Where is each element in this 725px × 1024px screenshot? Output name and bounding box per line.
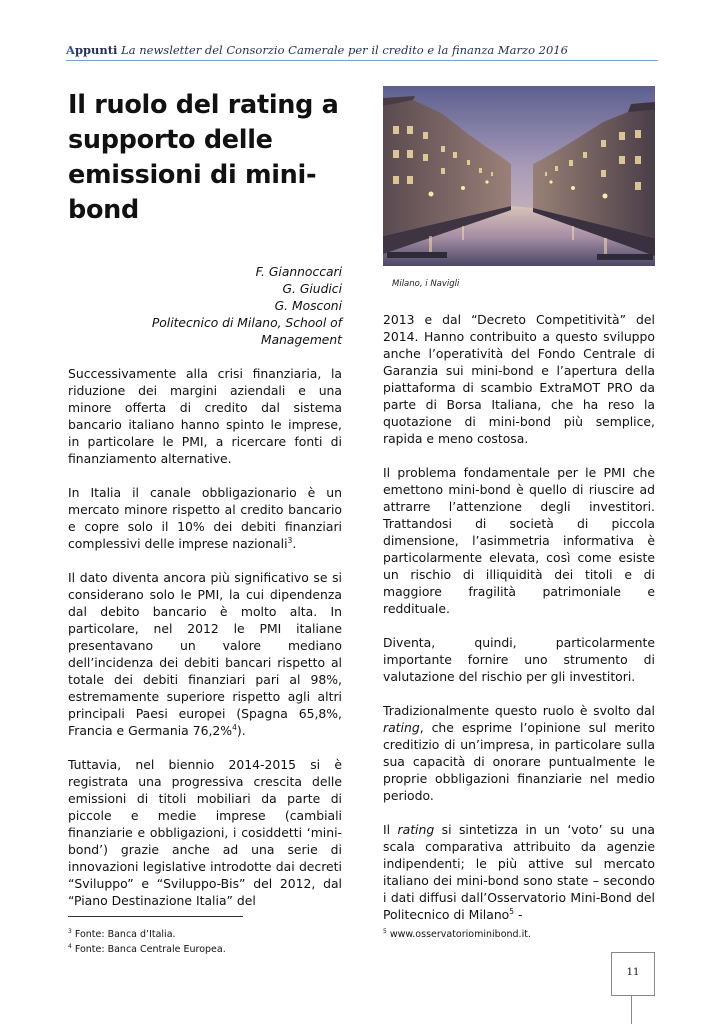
header-text	[66, 43, 658, 57]
footnote-ref-5: 5	[509, 906, 515, 916]
author-affiliation: Politecnico di Milano, School of Management	[151, 316, 342, 347]
author-3: G. Mosconi	[274, 299, 342, 313]
left-paragraph-2: In Italia il canale obbligazionario è un mercato minore rispetto al credito bancario e copre solo il 10% dei debiti finanziari complessivi delle imprese nazionali$^3$.	[68, 485, 342, 551]
page-number-box	[611, 952, 655, 996]
left-paragraph-4: Tuttavia, nel biennio 2014-2015 si è registrata una progressiva crescita delle emissioni di titoli mobiliari da parte di piccole e medie imprese (cambiali finanziarie e obbligazioni, i cosiddetti ‘mini-bond’) grazie anche ad una serie di innovazioni legislative introdotte dai decreti “Sviluppo” e “Sviluppo-Bis” del 2012, dal “Piano Destinazione Italia” del	[68, 757, 342, 908]
left-paragraph-1: Successivamente alla crisi finanziaria, la riduzione dei margini aziendali e una minore offerta di credito dal sistema bancario italiano hanno spinto le imprese, in particolare le PMI, a ricercare fonti di finanziamento alternative.	[68, 366, 342, 466]
right-paragraph-5: Il rating si sintetizza in un ‘voto’ su una scala comparativa attribuito da agenzie indipendenti; le più attive sul mercato italiano dei mini-bond sono state – secondo i dati diffusi dall’Osservatorio Mini-Bond del Politecnico di Milano$^5$ -	[383, 822, 655, 922]
footnote-ref-4: 4	[232, 722, 237, 732]
left-paragraph-3: Il dato diventa ancora più significativo se si considerano solo le PMI, la cui dipendenza dal debito bancario è molto alta. In particolare, nel 2012 le PMI italiane presentavano un valore mediano dell’incidenza dei debiti bancari rispetto al totale dei debiti finanziari pari al 98%, estremamente superiore rispetto agli altri principali Paesi europei (Spagna 65,8%, Francia e Germania 76,2%$^4$).	[68, 570, 342, 738]
footnote-5: $^5$ www.osservatoriominibond.it.	[383, 928, 531, 941]
authors-block	[68, 264, 342, 349]
right-paragraph-1: 2013 e dal “Decreto Competitività” del 2014. Hanno contribuito a questo sviluppo anche l’operatività del Fondo Centrale di Garanzia sui mini-bond e l’apertura della piattaforma di scambio ExtraMOT PRO da parte di Borsa Italiana, che ha reso la quotazione di mini-bond più semplice, rapida e meno costosa.	[383, 312, 655, 446]
author-2: G. Giudici	[282, 282, 342, 296]
right-paragraph-4: Tradizionalmente questo ruolo è svolto dal rating, che esprime l’opinione sul merito creditizio di un’impresa, in particolare sulla sua capacità di onorare puntualmente le proprie obbligazioni finanziarie nel medio periodo.	[383, 703, 655, 803]
title-block	[68, 88, 342, 228]
header-divider	[66, 60, 658, 61]
header-brand-rest: ppunti	[74, 43, 118, 57]
page-number-tab	[631, 996, 632, 1024]
right-paragraph-3: Diventa, quindi, particolarmente importante fornire uno strumento di valutazione del rischio per gli investitori.	[383, 635, 655, 684]
right-paragraph-2: Il problema fondamentale per le PMI che emettono mini-bond è quello di riuscire ad attrarre l’attenzione degli investitori. Trattandosi di società di piccola dimensione, l’asimmetria informativa è particolarmente elevata, così come esiste un rischio di illiquidità dei titoli e di maggiore fragilità patrimoniale e reddituale.	[383, 465, 655, 616]
author-1: F. Giannoccari	[255, 265, 342, 279]
photo-caption: Milano, i Navigli	[392, 279, 460, 289]
footnote-divider	[68, 916, 243, 917]
header-subtitle: La newsletter del Consorzio Camerale per il credito e la finanza Marzo 2016	[117, 43, 568, 57]
header-brand-initial: A	[66, 43, 75, 57]
footnote-ref-3: 3	[287, 535, 293, 545]
newsletter-header	[66, 43, 658, 65]
footnote-4: $^4$ Fonte: Banca Centrale Europea.	[68, 943, 226, 956]
article-title: Il ruolo del rating a supporto delle emissioni di mini-bond	[68, 90, 339, 225]
page-number: 11	[626, 967, 640, 978]
footnote-3: $^3$ Fonte: Banca d’Italia.	[68, 928, 176, 941]
navigli-photo	[383, 86, 655, 266]
left-column-body	[68, 365, 342, 926]
navigli-photo-image	[383, 86, 655, 266]
right-column-body	[383, 311, 655, 940]
